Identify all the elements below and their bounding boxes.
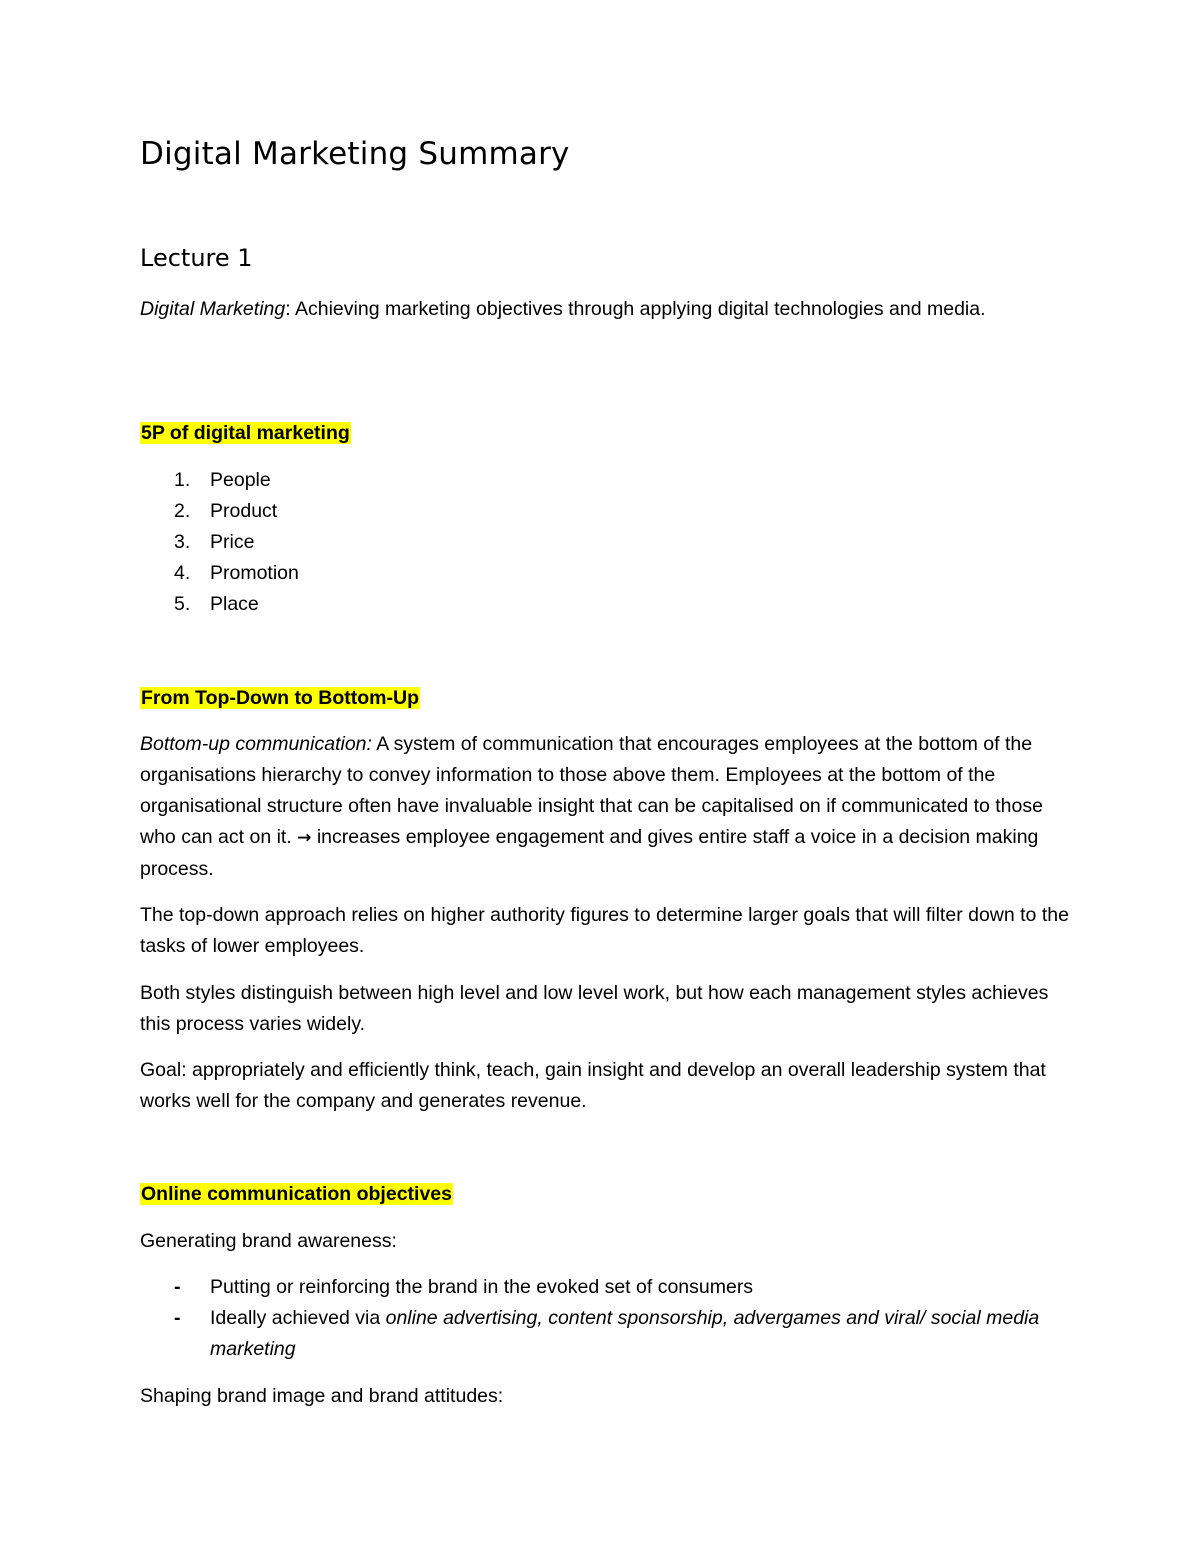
dash-bullet: - xyxy=(174,1307,181,1329)
definition-separator: : xyxy=(285,298,295,320)
list-number: 3. xyxy=(174,531,191,553)
list-number: 1. xyxy=(174,469,191,491)
bottom-up-paragraph xyxy=(140,729,1070,885)
bottom-up-text: A system of communication that encourages employees at the bottom of the organisations hierarchy to convey information to those above them. Employees at the bottom of the organisational structure often have invaluable insight that can be capitalised on if communicated to those who can act on it. xyxy=(140,733,1043,848)
highlighted-heading: 5P of digital marketing xyxy=(141,422,350,444)
list-item-label: Price xyxy=(210,531,255,553)
list-item xyxy=(140,527,1070,558)
lecture-heading: Lecture 1 xyxy=(140,244,253,272)
both-styles-paragraph: Both styles distinguish between high level and low level work, but how each management styles achieves this process varies widely. xyxy=(140,982,1049,1035)
list-number: 5. xyxy=(174,593,191,615)
definition-term: Digital Marketing xyxy=(140,298,286,320)
list-item-text: Ideally achieved via xyxy=(210,1307,386,1329)
top-down-paragraph: The top-down approach relies on higher authority figures to determine larger goals that will filter down to the tasks of lower employees. xyxy=(140,904,1069,957)
list-item-label: Place xyxy=(210,593,259,615)
list-item-label: Promotion xyxy=(210,562,299,584)
list-item-label: People xyxy=(210,469,271,491)
list-item-text: Putting or reinforcing the brand in the evoked set of consumers xyxy=(210,1276,754,1298)
5p-list xyxy=(140,465,1070,620)
section-heading-topdown xyxy=(140,683,1070,714)
highlighted-heading: From Top-Down to Bottom-Up xyxy=(141,687,419,709)
list-item xyxy=(140,1303,1070,1365)
document-title: Digital Marketing Summary xyxy=(140,136,570,172)
list-item-italic-text: online advertising, content sponsorship, advergames and viral/ social media marketing xyxy=(210,1307,1040,1360)
list-item xyxy=(140,1272,1070,1303)
subheading-brand-awareness: Generating brand awareness: xyxy=(140,1230,397,1252)
list-item-label: Product xyxy=(210,500,278,522)
subheading-brand-image: Shaping brand image and brand attitudes: xyxy=(140,1385,504,1407)
bottom-up-term: Bottom-up communication: xyxy=(140,733,372,755)
goal-paragraph: Goal: appropriately and efficiently think, teach, gain insight and develop an overall leadership system that works well for the company and generates revenue. xyxy=(140,1059,1046,1112)
list-number: 4. xyxy=(174,562,191,584)
list-item xyxy=(140,589,1070,620)
section-heading-5p xyxy=(140,418,1070,449)
definition-paragraph xyxy=(140,294,1070,325)
list-item xyxy=(140,465,1070,496)
list-item xyxy=(140,496,1070,527)
list-item xyxy=(140,558,1070,589)
section-heading-online xyxy=(140,1179,1070,1210)
arrow-right-icon: → xyxy=(297,828,312,848)
dash-bullet: - xyxy=(174,1276,181,1298)
definition-text: Achieving marketing objectives through applying digital technologies and media. xyxy=(295,298,986,320)
list-number: 2. xyxy=(174,500,191,522)
highlighted-heading: Online communication objectives xyxy=(141,1183,452,1205)
bottom-up-text-cont: increases employee engagement and gives entire staff a voice in a decision making process. xyxy=(140,826,1039,880)
brand-awareness-list xyxy=(140,1272,1070,1365)
